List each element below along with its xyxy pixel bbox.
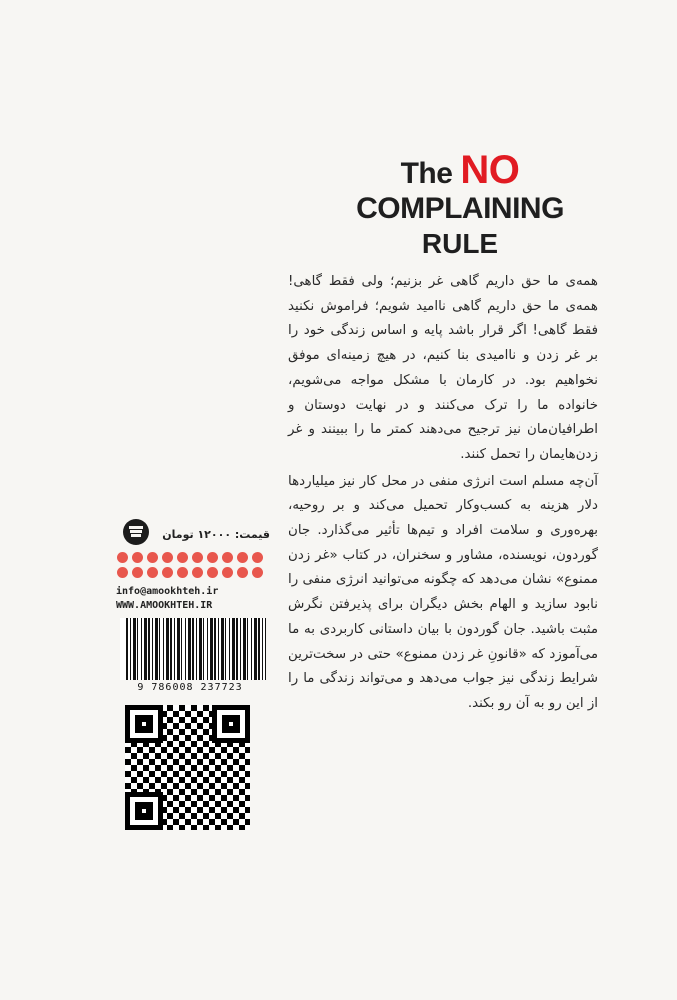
dot-icon [132, 567, 143, 578]
dot-icon [147, 567, 158, 578]
qr-finder-pattern [125, 792, 163, 830]
qr-code-icon [125, 705, 250, 830]
isbn-barcode [120, 618, 260, 700]
dot-icon [192, 567, 203, 578]
blurb-paragraph-1: همه‌ی ما حق داریم گاهی غر بزنیم؛ ولی فقط گاهی! همه‌ی ما حق داریم گاهی ناامید شویم؛ فراموش نکنید فقط گاهی! اگر قرار باشد پایه و اساس زندگی خود را بر غر زدن و ناامیدی بنا کنیم، در هیچ زمینه‌ای موفق نخواهیم بود. در کارمان با مشکل مواجه می‌شویم، خانواده ما را ترک می‌کنند و در نهایت دوستان و اطرافیان‌مان نیز ترجیح می‌دهند کمتر ما را ببینند و غر زدن‌هایمان را تحمل کنند. [288, 274, 598, 462]
publisher-contact [116, 585, 276, 613]
dot-icon [147, 552, 158, 563]
blurb-text [288, 270, 598, 717]
dot-icon [162, 567, 173, 578]
barcode-bars [120, 618, 266, 680]
publisher-website: WWW.AMOOKHTEH.IR [116, 600, 213, 611]
price-label: قیمت: ۱۲۰۰۰ تومان [162, 528, 270, 541]
dot-icon [252, 552, 263, 563]
dot-icon [177, 567, 188, 578]
dot-icon [117, 552, 128, 563]
title-word-no: NO [460, 148, 520, 192]
dot-icon [132, 552, 143, 563]
dot-icon [177, 552, 188, 563]
dot-icon [237, 552, 248, 563]
dot-icon [192, 552, 203, 563]
title-line-3: RULE [421, 228, 499, 259]
dot-icon [222, 567, 233, 578]
dot-icon [162, 552, 173, 563]
dot-icon [117, 567, 128, 578]
dot-icon [252, 567, 263, 578]
isbn-number: 9 786008 237723 [137, 682, 243, 693]
book-title [330, 150, 590, 258]
dot-icon [207, 552, 218, 563]
publisher-email: info@amookhteh.ir [116, 586, 219, 597]
dot-icon [207, 567, 218, 578]
publisher-logo-icon [118, 517, 154, 547]
title-line-2: COMPLAINING [356, 192, 564, 225]
decorative-dots [117, 552, 267, 580]
dot-icon [222, 552, 233, 563]
dot-icon [237, 567, 248, 578]
blurb-paragraph-2: آن‌چه مسلم است انرژی منفی در محل کار نیز میلیاردها دلار هزینه به کسب‌وکار تحمیل می‌کند و بر روحیه، بهره‌وری و سلامت افراد و تیم‌ها تأثیر می‌گذارد. جان گوردون، نویسنده، مشاور و سخنران، در کتاب «غر زدن ممنوع» نشان می‌دهد که چگونه می‌توانید انرژی منفی را نابود سازید و الهام بخش دیگران برای پذیرفتن نگرش مثبت باشید. جان گوردون با بیان داستانی کاربردی به ما می‌آموزد که «قانونِ غر زدن ممنوع» حتی در سخت‌ترین شرایط زندگی نیز جواب می‌دهد و می‌تواند زندگی ما را از این رو به آن رو بکند. [288, 473, 598, 711]
title-line-1 [330, 150, 590, 190]
title-word-the: The [400, 157, 453, 190]
